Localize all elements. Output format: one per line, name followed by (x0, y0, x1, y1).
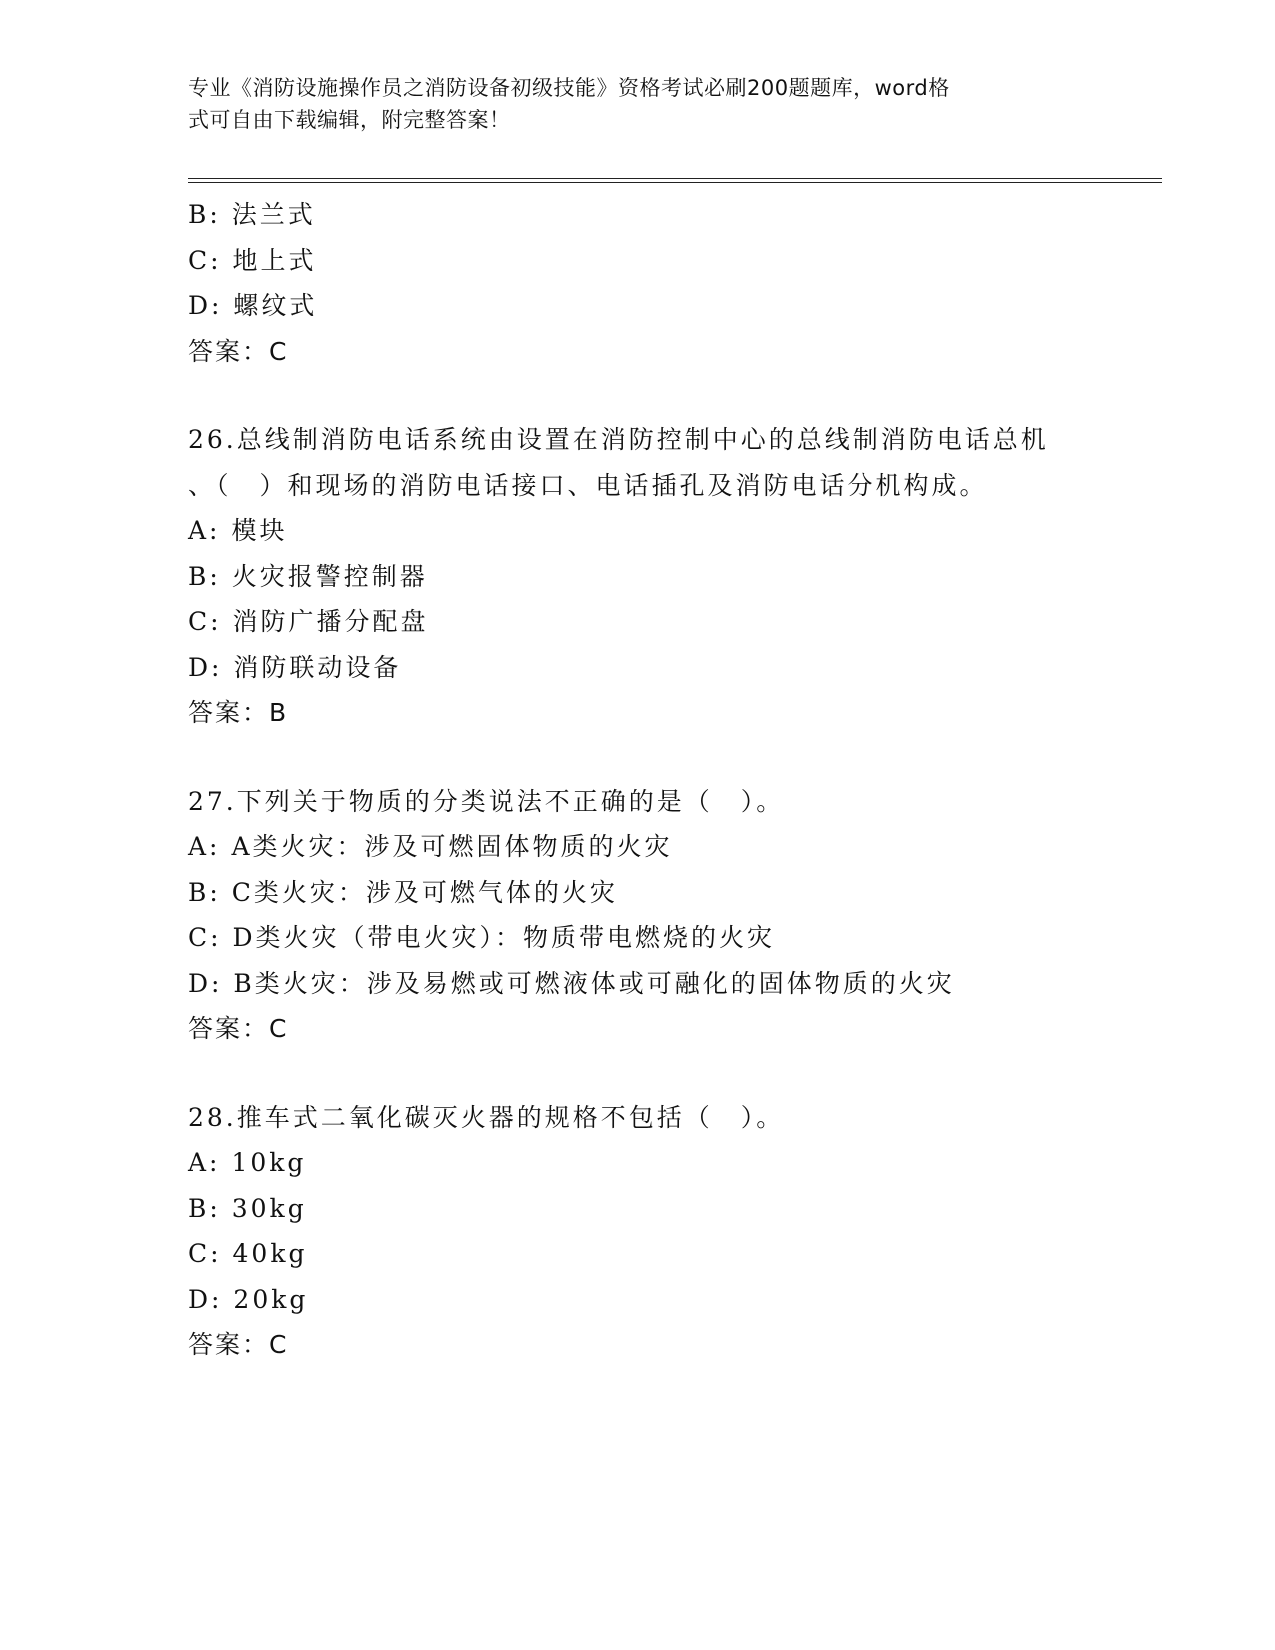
question-stem: 27.下列关于物质的分类说法不正确的是（ ）。 (188, 786, 785, 816)
option-a: A: A类火灾：涉及可燃固体物质的火灾 (188, 832, 673, 861)
question-stem: 26.总线制消防电话系统由设置在消防控制中心的总线制消防电话总机 (188, 425, 1049, 454)
header-divider (188, 178, 1162, 183)
question-stem-continued: 、（ ）和现场的消防电话接口、电话插孔及消防电话分机构成。 (188, 470, 988, 500)
option-a: A: 模块 (188, 516, 288, 545)
question-28 (188, 1095, 1088, 1368)
question-25-tail (188, 192, 1088, 374)
option-d: D: 消防联动设备 (188, 652, 402, 682)
answer-line: 答案：B (188, 698, 289, 727)
question-stem: 28.推车式二氧化碳灭火器的规格不包括（ ）。 (188, 1102, 785, 1132)
option-c: C: D类火灾（带电火灾）：物质带电燃烧的火灾 (188, 923, 776, 952)
option-b: B: 30kg (188, 1193, 307, 1223)
answer-line: 答案：C (188, 1014, 289, 1043)
option-d: D: 20kg (188, 1284, 309, 1314)
answer-line: 答案：C (188, 1330, 289, 1359)
spacer (188, 374, 1088, 417)
option-b: B: C类火灾：涉及可燃气体的火灾 (188, 877, 618, 907)
question-27 (188, 779, 1088, 1052)
option-c: C: 消防广播分配盘 (188, 607, 429, 636)
header-line-1: 专业《消防设施操作员之消防设备初级技能》资格考试必刷200题题库，word格 (188, 76, 950, 100)
option-b: B: 法兰式 (188, 200, 316, 229)
option-a: A: 10kg (188, 1148, 307, 1177)
option-b: B: 火灾报警控制器 (188, 561, 428, 591)
header-line-2: 式可自由下载编辑，附完整答案！ (188, 108, 511, 132)
document-header (188, 72, 1078, 136)
option-c: C: 地上式 (188, 245, 317, 275)
question-26 (188, 417, 1088, 736)
option-d: D: 螺纹式 (188, 291, 318, 320)
option-d: D: B类火灾：涉及易燃或可燃液体或可融化的固体物质的火灾 (188, 968, 955, 998)
question-list (188, 192, 1088, 1368)
spacer (188, 1052, 1088, 1095)
answer-line: 答案：C (188, 336, 289, 366)
spacer (188, 736, 1088, 779)
option-c: C: 40kg (188, 1239, 308, 1268)
